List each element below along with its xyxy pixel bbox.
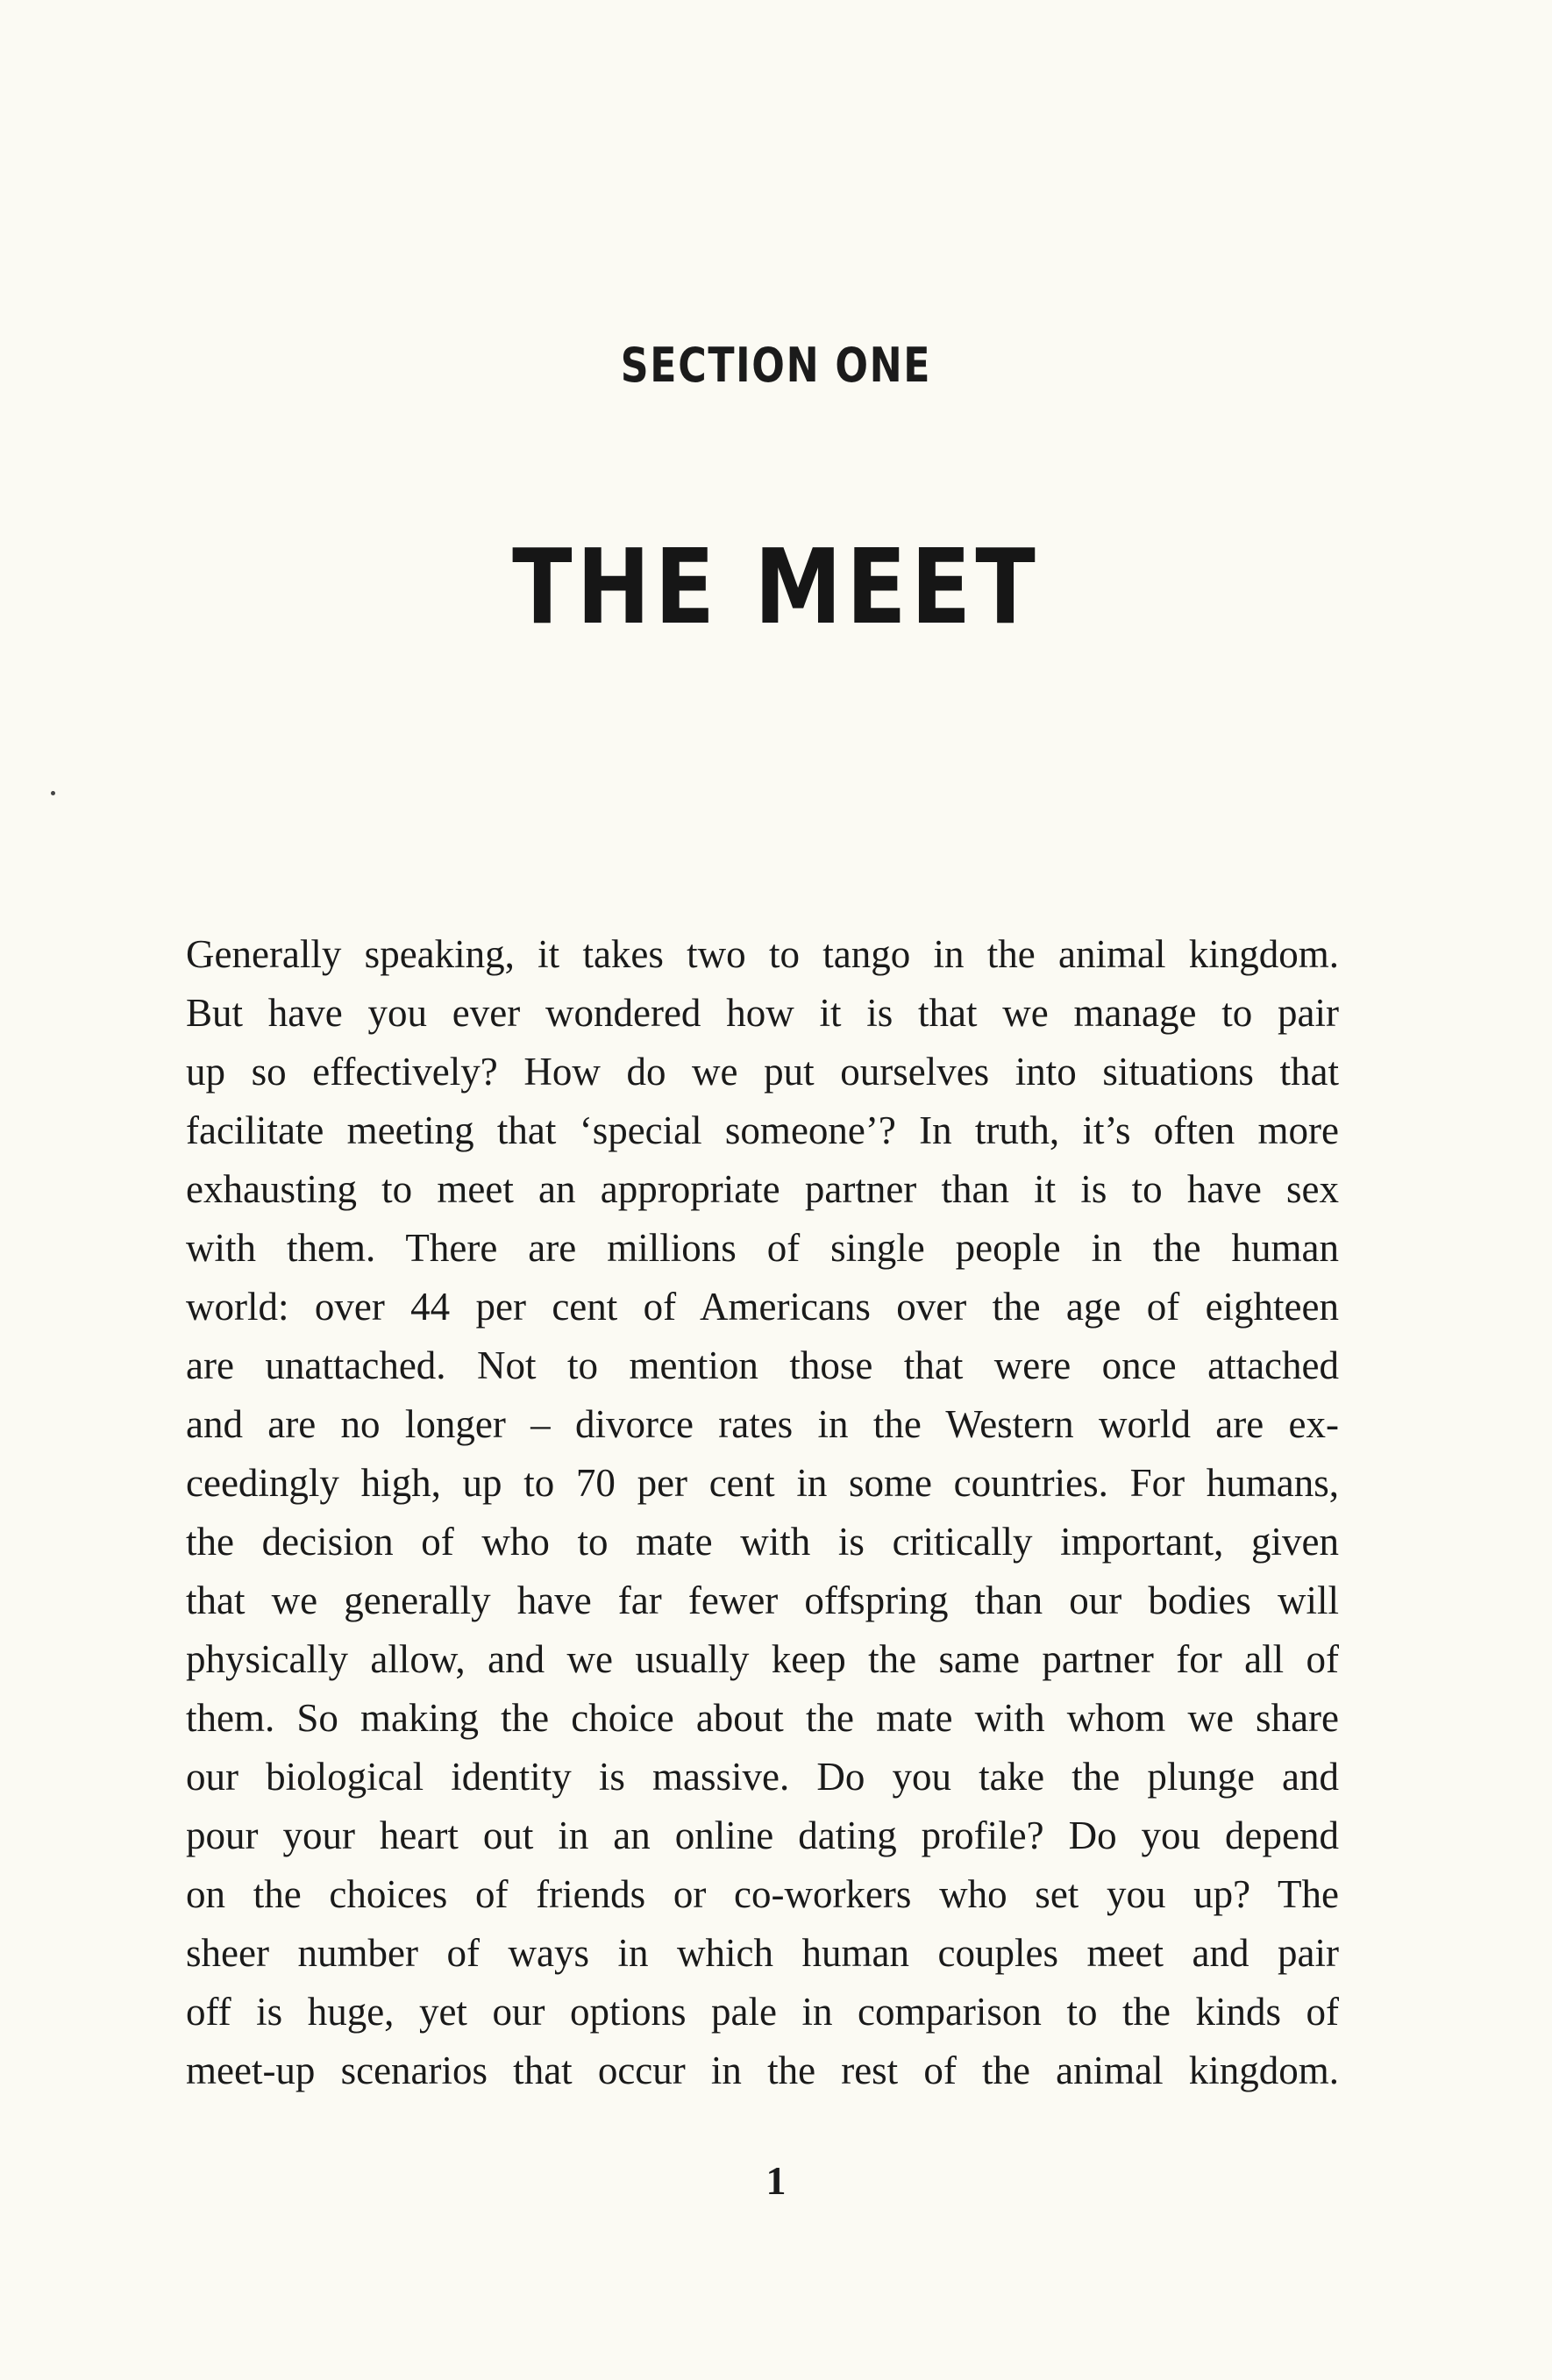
body-line: the decision of who to mate with is critically important, given — [186, 1520, 1339, 1564]
body-line: up so effectively? How do we put ourselves into situations that — [186, 1050, 1339, 1094]
body-line: Generally speaking, it takes two to tango in the animal kingdom. — [186, 932, 1339, 976]
body-line: are unattached. Not to mention those that were once attached — [186, 1343, 1339, 1387]
body-line: that we generally have far fewer offspring than our bodies will — [186, 1578, 1339, 1622]
body-line: physically allow, and we usually keep the same partner for all of — [186, 1637, 1339, 1681]
body-line: them. So making the choice about the mate with whom we share — [186, 1696, 1339, 1740]
body-line: exhausting to meet an appropriate partner than it is to have sex — [186, 1167, 1339, 1211]
body-line: world: over 44 per cent of Americans over the age of eighteen — [186, 1285, 1339, 1329]
body-line: on the choices of friends or co-workers who set you up? The — [186, 1872, 1339, 1916]
body-paragraph — [186, 925, 1339, 2100]
body-line: ceedingly high, up to 70 per cent in some countries. For humans, — [186, 1461, 1339, 1505]
body-line: pour your heart out in an online dating profile? Do you depend — [186, 1814, 1339, 1857]
body-line: off is huge, yet our options pale in comparison to the kinds of — [186, 1990, 1339, 2034]
body-line: meet-up scenarios that occur in the rest of the animal kingdom. — [186, 2049, 1339, 2092]
body-line: and are no longer – divorce rates in the Western world are ex- — [186, 1402, 1339, 1446]
body-line: our biological identity is massive. Do you take the plunge and — [186, 1755, 1339, 1799]
paper-speck — [51, 791, 55, 795]
section-label: SECTION ONE — [620, 338, 932, 393]
chapter-title: THE MEET — [512, 526, 1040, 647]
body-line: But have you ever wondered how it is that we manage to pair — [186, 991, 1339, 1035]
page-number: 1 — [765, 2158, 787, 2203]
body-line: facilitate meeting that ‘special someone’? In truth, it’s often more — [186, 1108, 1339, 1152]
body-line: sheer number of ways in which human couples meet and pair — [186, 1931, 1339, 1975]
body-line: with them. There are millions of single people in the human — [186, 1226, 1339, 1270]
